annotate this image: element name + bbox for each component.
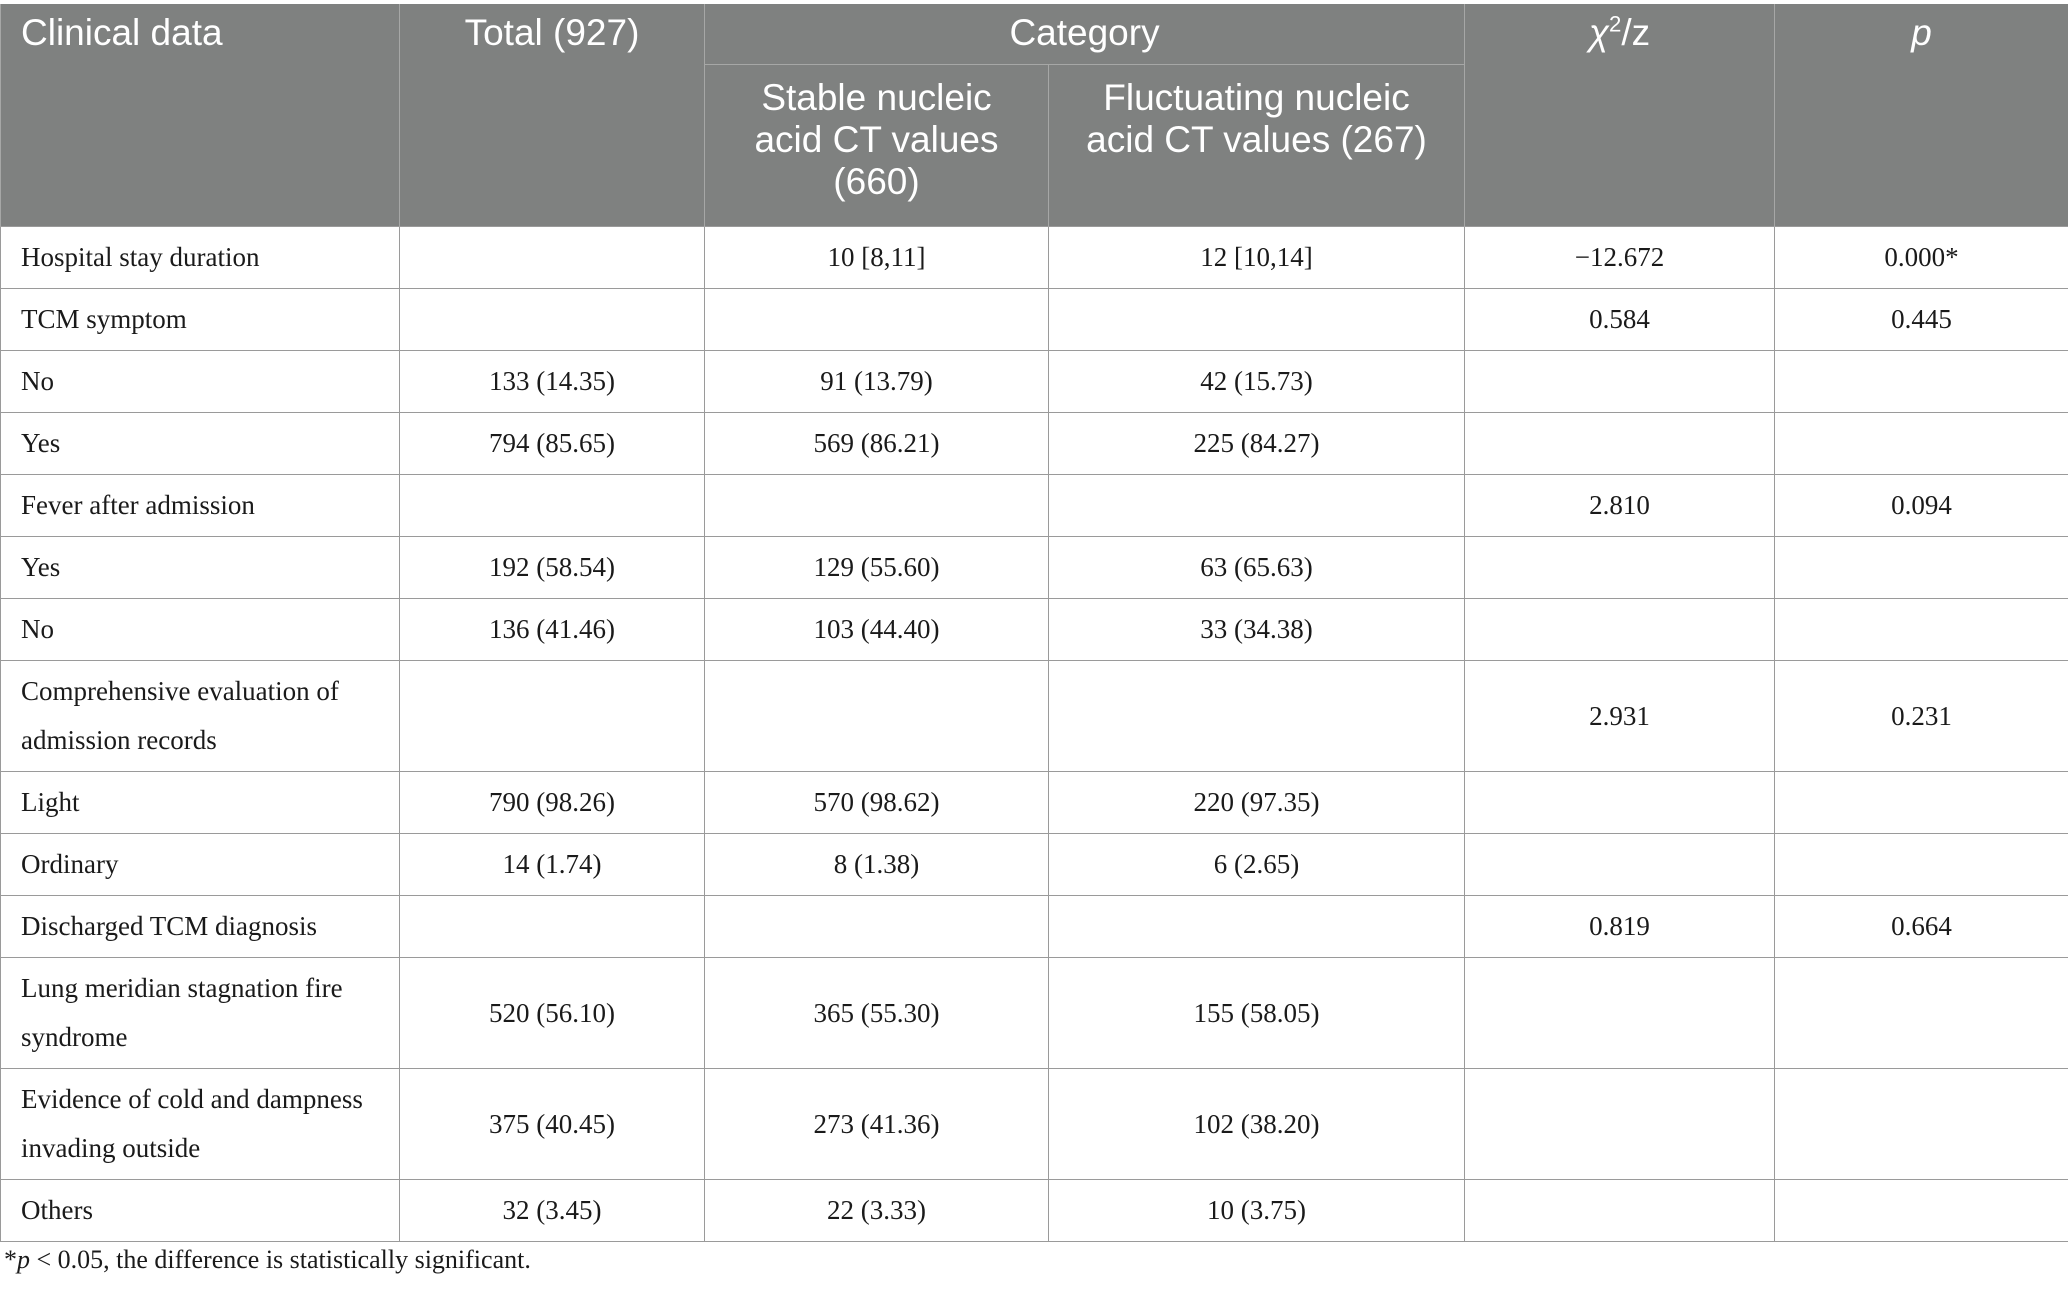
cell-chi bbox=[1465, 351, 1775, 413]
row-label: Fever after admission bbox=[1, 475, 400, 537]
chi-suffix: /z bbox=[1621, 12, 1651, 53]
cell-chi bbox=[1465, 537, 1775, 599]
table-row bbox=[1, 834, 2068, 896]
cell-chi bbox=[1465, 772, 1775, 834]
cell-stable: 10 [8,11] bbox=[705, 227, 1049, 289]
cell-stable: 91 (13.79) bbox=[705, 351, 1049, 413]
header-stable: Stable nucleic acid CT values (660) bbox=[705, 65, 1049, 227]
row-label: TCM symptom bbox=[1, 289, 400, 351]
cell-p bbox=[1775, 1069, 2068, 1180]
cell-fluctuating: 102 (38.20) bbox=[1049, 1069, 1465, 1180]
table-row bbox=[1, 475, 2068, 537]
cell-chi bbox=[1465, 1069, 1775, 1180]
cell-p: 0.231 bbox=[1775, 661, 2068, 772]
header-clinical-data: Clinical data bbox=[1, 4, 400, 227]
header-total: Total (927) bbox=[400, 4, 705, 227]
p-symbol: p bbox=[1911, 12, 1932, 53]
table-row bbox=[1, 772, 2068, 834]
cell-total bbox=[400, 227, 705, 289]
table-row bbox=[1, 661, 2068, 772]
cell-chi bbox=[1465, 958, 1775, 1069]
cell-p bbox=[1775, 537, 2068, 599]
table-row bbox=[1, 896, 2068, 958]
cell-total: 375 (40.45) bbox=[400, 1069, 705, 1180]
footnote bbox=[4, 1245, 531, 1275]
row-label: Light bbox=[1, 772, 400, 834]
cell-stable: 365 (55.30) bbox=[705, 958, 1049, 1069]
cell-total: 520 (56.10) bbox=[400, 958, 705, 1069]
table-row bbox=[1, 413, 2068, 475]
cell-stable bbox=[705, 661, 1049, 772]
cell-total: 790 (98.26) bbox=[400, 772, 705, 834]
row-label: Ordinary bbox=[1, 834, 400, 896]
table-row bbox=[1, 351, 2068, 413]
table-header bbox=[1, 4, 2068, 227]
cell-fluctuating: 12 [10,14] bbox=[1049, 227, 1465, 289]
cell-p bbox=[1775, 1180, 2068, 1242]
header-fluctuating: Fluctuating nucleic acid CT values (267) bbox=[1049, 65, 1465, 227]
cell-fluctuating bbox=[1049, 289, 1465, 351]
cell-stable bbox=[705, 289, 1049, 351]
cell-total: 794 (85.65) bbox=[400, 413, 705, 475]
footnote-text: < 0.05, the difference is statistically significant. bbox=[30, 1245, 531, 1274]
chi-symbol: χ bbox=[1588, 12, 1610, 53]
cell-p: 0.094 bbox=[1775, 475, 2068, 537]
cell-stable: 569 (86.21) bbox=[705, 413, 1049, 475]
cell-fluctuating: 6 (2.65) bbox=[1049, 834, 1465, 896]
cell-stable: 129 (55.60) bbox=[705, 537, 1049, 599]
cell-total: 32 (3.45) bbox=[400, 1180, 705, 1242]
cell-fluctuating: 225 (84.27) bbox=[1049, 413, 1465, 475]
table-row bbox=[1, 1069, 2068, 1180]
cell-total: 136 (41.46) bbox=[400, 599, 705, 661]
cell-fluctuating: 220 (97.35) bbox=[1049, 772, 1465, 834]
cell-chi bbox=[1465, 599, 1775, 661]
cell-chi: 0.584 bbox=[1465, 289, 1775, 351]
cell-chi: −12.672 bbox=[1465, 227, 1775, 289]
cell-p bbox=[1775, 351, 2068, 413]
cell-fluctuating: 10 (3.75) bbox=[1049, 1180, 1465, 1242]
cell-fluctuating: 155 (58.05) bbox=[1049, 958, 1465, 1069]
header-chi-square bbox=[1465, 4, 1775, 227]
table-row bbox=[1, 289, 2068, 351]
cell-chi bbox=[1465, 834, 1775, 896]
cell-p bbox=[1775, 772, 2068, 834]
cell-fluctuating bbox=[1049, 661, 1465, 772]
cell-chi bbox=[1465, 413, 1775, 475]
header-p bbox=[1775, 4, 2068, 227]
chi-superscript: 2 bbox=[1609, 11, 1622, 37]
row-label: Yes bbox=[1, 537, 400, 599]
cell-total bbox=[400, 475, 705, 537]
cell-fluctuating: 63 (65.63) bbox=[1049, 537, 1465, 599]
row-label: Others bbox=[1, 1180, 400, 1242]
cell-total bbox=[400, 289, 705, 351]
cell-p bbox=[1775, 834, 2068, 896]
cell-chi: 0.819 bbox=[1465, 896, 1775, 958]
table-row bbox=[1, 537, 2068, 599]
header-category: Category bbox=[705, 4, 1465, 65]
cell-fluctuating: 33 (34.38) bbox=[1049, 599, 1465, 661]
cell-stable: 22 (3.33) bbox=[705, 1180, 1049, 1242]
cell-stable bbox=[705, 896, 1049, 958]
cell-chi: 2.931 bbox=[1465, 661, 1775, 772]
row-label: Yes bbox=[1, 413, 400, 475]
cell-stable bbox=[705, 475, 1049, 537]
cell-p bbox=[1775, 413, 2068, 475]
footnote-p: p bbox=[17, 1245, 30, 1274]
cell-total: 14 (1.74) bbox=[400, 834, 705, 896]
row-label: Lung meridian stagnation fire syndrome bbox=[1, 958, 400, 1069]
cell-fluctuating: 42 (15.73) bbox=[1049, 351, 1465, 413]
cell-total bbox=[400, 661, 705, 772]
row-label: No bbox=[1, 599, 400, 661]
table-row bbox=[1, 599, 2068, 661]
cell-stable: 103 (44.40) bbox=[705, 599, 1049, 661]
cell-p: 0.000* bbox=[1775, 227, 2068, 289]
cell-fluctuating bbox=[1049, 896, 1465, 958]
cell-p: 0.445 bbox=[1775, 289, 2068, 351]
table-row bbox=[1, 227, 2068, 289]
footnote-star: * bbox=[4, 1245, 17, 1274]
cell-total bbox=[400, 896, 705, 958]
cell-fluctuating bbox=[1049, 475, 1465, 537]
cell-stable: 570 (98.62) bbox=[705, 772, 1049, 834]
row-label: Hospital stay duration bbox=[1, 227, 400, 289]
clinical-data-table bbox=[0, 4, 2068, 1242]
table-row bbox=[1, 1180, 2068, 1242]
row-label: Comprehensive evaluation of admission records bbox=[1, 661, 400, 772]
cell-chi bbox=[1465, 1180, 1775, 1242]
cell-stable: 8 (1.38) bbox=[705, 834, 1049, 896]
cell-total: 133 (14.35) bbox=[400, 351, 705, 413]
table-row bbox=[1, 958, 2068, 1069]
row-label: Evidence of cold and dampness invading outside bbox=[1, 1069, 400, 1180]
cell-chi: 2.810 bbox=[1465, 475, 1775, 537]
cell-p: 0.664 bbox=[1775, 896, 2068, 958]
cell-p bbox=[1775, 599, 2068, 661]
table-body bbox=[1, 227, 2068, 1242]
cell-stable: 273 (41.36) bbox=[705, 1069, 1049, 1180]
row-label: No bbox=[1, 351, 400, 413]
cell-p bbox=[1775, 958, 2068, 1069]
row-label: Discharged TCM diagnosis bbox=[1, 896, 400, 958]
cell-total: 192 (58.54) bbox=[400, 537, 705, 599]
